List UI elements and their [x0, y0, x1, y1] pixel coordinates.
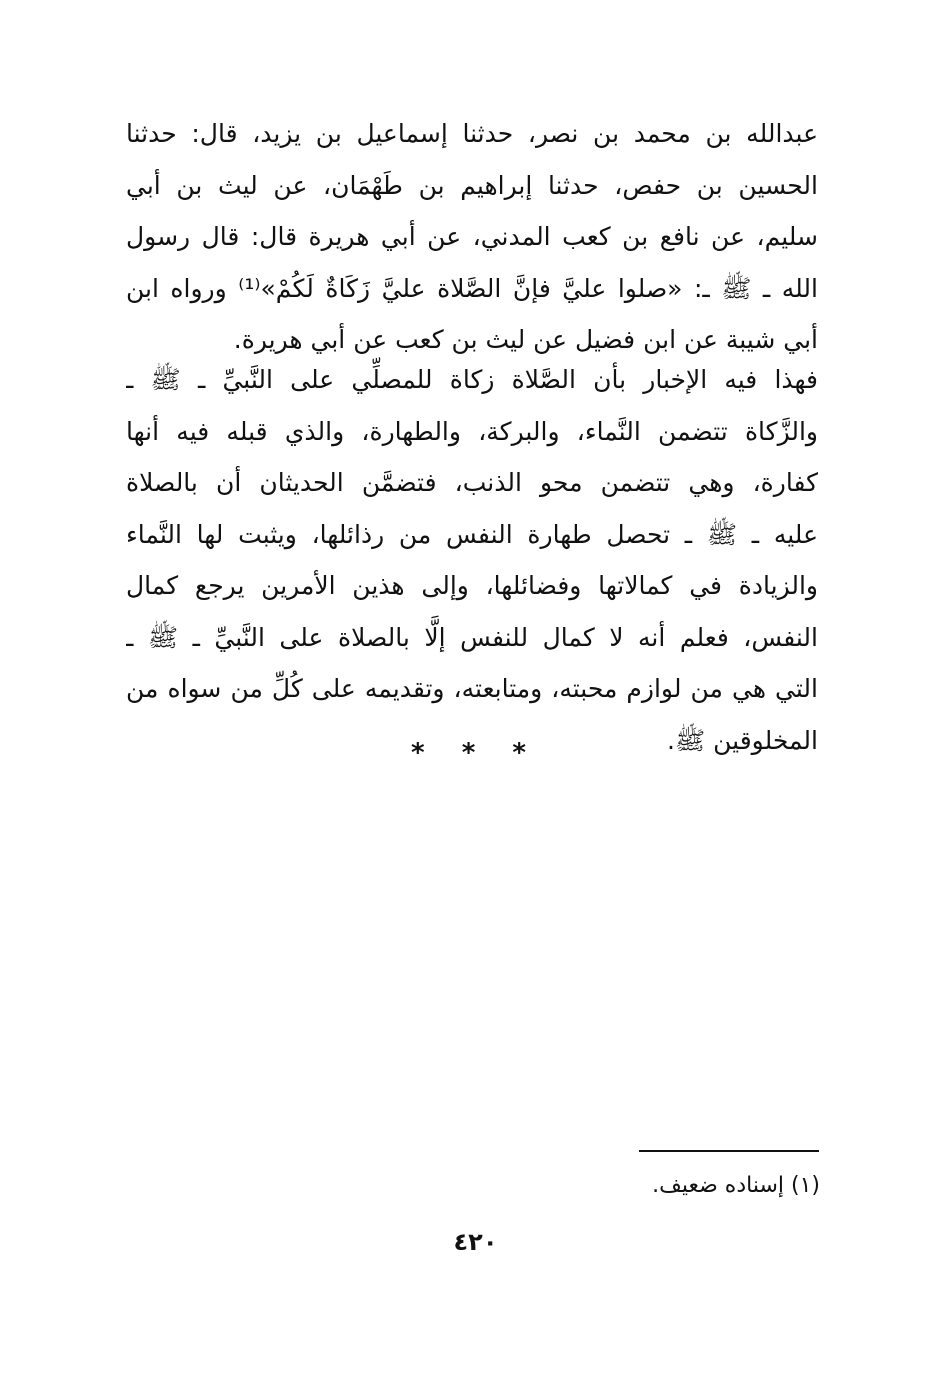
text-line: عبدالله بن محمد بن نصر، حدثنا إسماعيل بن يزيد، قال: حدثنا	[126, 119, 818, 148]
text-line: كفارة، وهي تتضمن محو الذنب، فتضمَّن الحديثان أن بالصلاة	[126, 468, 818, 497]
text-line: والزَّكاة تتضمن النَّماء، والبركة، والطهارة، والذي قبله فيه أنها	[126, 416, 818, 446]
footnote: (١) إسناده ضعيف.	[652, 1173, 820, 1198]
footnote-divider	[639, 1150, 819, 1152]
text-line: أبي شيبة عن ابن فضيل عن ليث بن كعب عن أبي هريرة.	[233, 325, 818, 354]
page-number: ٤٢٠	[453, 1228, 498, 1256]
text-line: والزيادة في كمالاتها وفضائلها، وإلى هذين الأمرين يرجع كمال	[126, 571, 818, 600]
text-line: المخلوقين ﷺ.	[667, 725, 818, 755]
text-line: سليم، عن نافع بن كعب المدني، عن أبي هريرة قال: قال رسول	[126, 222, 818, 251]
text-line: الحسين بن حفص، حدثنا إبراهيم بن طَهْمَان، عن ليث بن أبي	[126, 170, 818, 200]
text-line: فهذا فيه الإخبار بأن الصَّلاة زكاة للمصلِّي على النَّبيِّ ـ ﷺ ـ	[126, 365, 818, 394]
text-line: عليه ـ ﷺ ـ تحصل طهارة النفس من رذائلها، ويثبت لها النَّماء	[126, 519, 818, 549]
text-line: الله ـ ﷺ ـ: «صلوا عليَّ فإنَّ الصَّلاة عليَّ زَكَاةٌ لَكُمْ»⁽¹⁾ ورواه ابن	[126, 273, 818, 303]
text-line: النفس، فعلم أنه لا كمال للنفس إلَّا بالصلاة على النَّبيِّ ـ ﷺ ـ	[126, 622, 818, 652]
section-separator: * * *	[411, 738, 540, 768]
paragraph-commentary	[126, 354, 818, 766]
text-line: التي هي من لوازم محبته، ومتابعته، وتقديمه على كُلِّ من سواه من	[126, 674, 818, 703]
paragraph-hadith-chain	[126, 108, 818, 366]
